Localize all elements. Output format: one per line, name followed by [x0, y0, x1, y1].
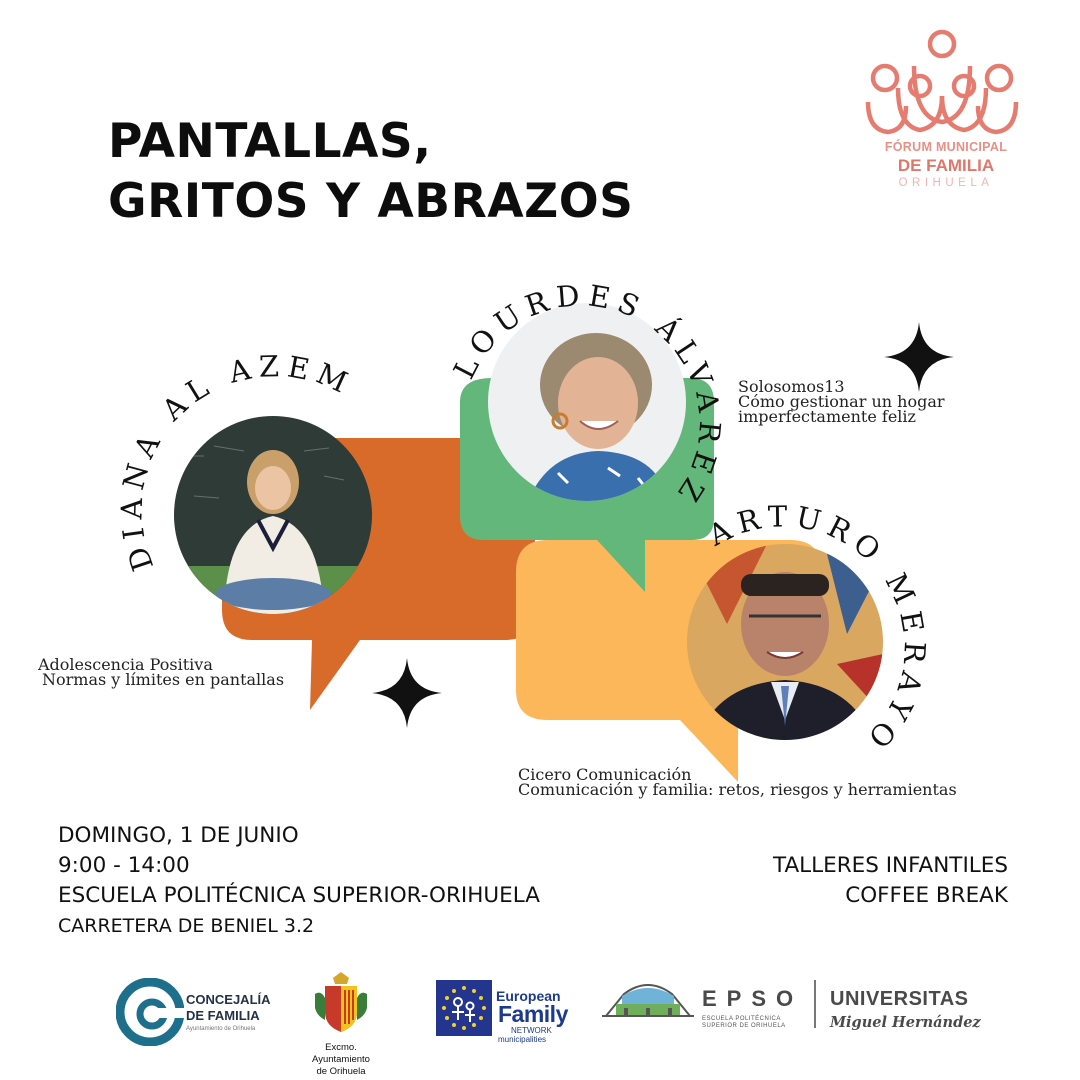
- forum-logo-line-1: FÓRUM MUNICIPAL: [884, 140, 1008, 154]
- logo-concejalia-familia: [116, 960, 296, 1060]
- efn-line-3: NETWORK: [511, 1026, 552, 1035]
- talk-arturo-org: Cicero Comunicación: [518, 765, 692, 784]
- title-line-1: PANTALLAS,: [108, 114, 432, 169]
- talk-arturo: [518, 767, 957, 797]
- efn-line-4: municipalities: [498, 1035, 547, 1044]
- talk-diana-topic: Normas y límites en pantallas: [42, 670, 285, 689]
- speaker-name-diana: DIANA AL AZEM: [114, 349, 360, 576]
- efn-line-1: European: [496, 988, 561, 1004]
- event-extra-workshops: TALLERES INFANTILES: [772, 853, 1008, 878]
- logo-european-family-network: [436, 968, 586, 1058]
- talk-diana-org: Adolescencia Positiva: [38, 655, 213, 674]
- event-info: [58, 821, 540, 941]
- event-date: DOMINGO, 1 DE JUNIO: [58, 823, 299, 848]
- talk-lourdes-topic-1: Cómo gestionar un hogar: [738, 392, 945, 411]
- speaker-name-arturo: ARTURO MERAYO: [702, 499, 933, 760]
- event-venue: ESCUELA POLITÉCNICA SUPERIOR-ORIHUELA: [58, 883, 540, 908]
- concejalia-sub: Ayuntamiento de Orihuela: [186, 1026, 256, 1032]
- ayto-line-2: de Orihuela: [316, 1066, 366, 1077]
- speaker-name-lourdes: LOURDES ÁLVAREZ: [446, 277, 728, 514]
- talk-lourdes-org: Solosomos13: [738, 377, 845, 396]
- ayto-line-1: Excmo. Ayuntamiento: [312, 1042, 370, 1065]
- talk-lourdes: [738, 379, 945, 424]
- epso-sub-1: ESCUELA POLITÉCNICA: [702, 1016, 781, 1022]
- talk-diana: [38, 657, 284, 687]
- sponsor-logos: [0, 960, 1080, 1077]
- eu-flag-family-icon: [436, 980, 492, 1036]
- efn-line-2: Family: [498, 1001, 568, 1027]
- event-extra-coffee: COFFEE BREAK: [845, 883, 1008, 908]
- forum-logo-line-3: ORIHUELA: [898, 177, 994, 189]
- talk-lourdes-topic-2: imperfectamente feliz: [738, 407, 916, 426]
- talk-arturo-topic: Comunicación y familia: retos, riesgos y herramientas: [518, 780, 957, 799]
- umh-line-2: Miguel Hernández: [830, 1014, 981, 1031]
- event-address: CARRETERA DE BENIEL 3.2: [58, 915, 315, 937]
- title-line-2: GRITOS Y ABRAZOS: [108, 174, 634, 229]
- epso-building-icon: [602, 976, 694, 1020]
- concejalia-line-2: DE FAMILIA: [186, 1008, 260, 1023]
- forum-logo-line-2: DE FAMILIA: [897, 156, 995, 175]
- concejalia-line-1: CONCEJALÍA: [186, 992, 271, 1007]
- logo-ayuntamiento: [296, 968, 386, 1077]
- umh-line-1: UNIVERSITAS: [830, 988, 969, 1010]
- event-extras: [773, 851, 1008, 911]
- epso-letters: EPSO: [702, 986, 804, 1011]
- concejalia-circle-icon: [116, 978, 184, 1046]
- sparkle-icon: [372, 657, 442, 729]
- event-time: 9:00 - 14:00: [58, 853, 190, 878]
- epso-sub-2: SUPERIOR DE ORIHUELA: [702, 1023, 786, 1029]
- coat-of-arms-icon: [311, 970, 371, 1034]
- logo-epso-umh: [602, 970, 982, 1050]
- logo-divider: [814, 980, 816, 1028]
